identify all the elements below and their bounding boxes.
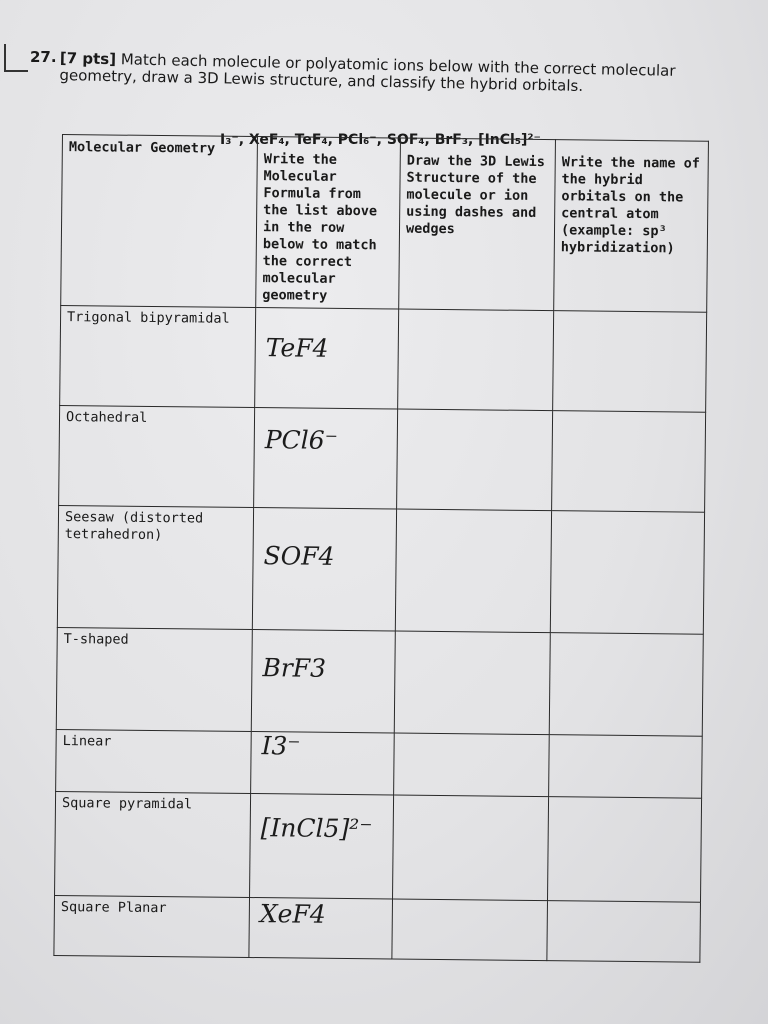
table-row	[55, 791, 702, 902]
table-row	[60, 305, 707, 412]
header-lewis: Draw the 3D Lewis Structure of the molecule or ion using dashes and wedges	[399, 138, 556, 311]
hybrid-cell[interactable]	[547, 797, 701, 903]
formula-cell[interactable]	[254, 408, 398, 509]
handwritten-answer: PCl6⁻	[264, 425, 339, 455]
handwritten-answer: BrF3	[262, 653, 327, 683]
table-row	[56, 627, 703, 736]
formula-cell[interactable]	[255, 308, 399, 409]
table-row	[54, 895, 701, 962]
question-points: [7 pts]	[59, 49, 117, 69]
geometry-cell: Linear	[56, 729, 252, 793]
table-row	[59, 405, 706, 512]
table-row	[57, 505, 704, 634]
molecule-list: I₃⁻, XeF₄, TeF₄, PCl₆⁻, SOF₄, BrF₃, [InCl₅]²⁻	[220, 132, 541, 148]
handwritten-answer: I3⁻	[261, 731, 301, 761]
handwritten-answer: TeF4	[265, 333, 329, 363]
lewis-cell[interactable]	[392, 899, 548, 961]
geometry-cell: Trigonal bipyramidal	[60, 305, 256, 407]
geometry-cell: Octahedral	[59, 405, 255, 507]
lewis-cell[interactable]	[394, 733, 550, 797]
header-hybrid: Write the name of the hybrid orbitals on the central atom (example: sp³ hybridization)	[554, 140, 709, 313]
lewis-cell[interactable]	[397, 409, 553, 511]
hybrid-cell[interactable]	[547, 901, 701, 963]
handwritten-answer: [InCl5]²⁻	[260, 813, 373, 844]
header-geometry: Molecular Geometry	[61, 135, 258, 308]
handwritten-answer: SOF4	[263, 541, 335, 571]
geometry-cell: Square Planar	[54, 895, 250, 957]
lewis-cell[interactable]	[395, 509, 551, 633]
handwritten-answer: XeF4	[259, 899, 326, 929]
formula-cell[interactable]	[251, 732, 395, 795]
header-row	[61, 135, 709, 313]
lewis-cell[interactable]	[394, 631, 550, 735]
hybrid-cell[interactable]	[553, 311, 707, 413]
hybrid-cell[interactable]	[550, 511, 704, 635]
table-row	[56, 729, 703, 798]
lewis-cell[interactable]	[393, 795, 549, 901]
formula-cell[interactable]	[252, 508, 396, 631]
hybrid-cell[interactable]	[552, 411, 706, 513]
geometry-cell: Seesaw (distorted tetrahedron)	[57, 505, 253, 629]
geometry-cell: Square pyramidal	[55, 791, 251, 897]
lewis-cell[interactable]	[398, 309, 554, 411]
hybrid-cell[interactable]	[549, 633, 703, 737]
question-text: Match each molecule or polyatomic ions below with the correct molecular geometry, draw a 3D Lewis structure, and classify the hybrid orbitals.	[59, 50, 676, 95]
answer-table	[53, 134, 709, 963]
question-number: 27.	[30, 48, 57, 66]
formula-cell[interactable]	[249, 898, 393, 959]
margin-bracket-mark	[4, 44, 28, 72]
formula-cell[interactable]	[250, 794, 394, 899]
formula-cell[interactable]	[251, 630, 395, 733]
geometry-cell: T-shaped	[56, 627, 252, 731]
header-formula: Write the Molecular Formula from the list above in the row below to match the correct molecular geometry	[256, 137, 401, 309]
hybrid-cell[interactable]	[549, 735, 703, 799]
